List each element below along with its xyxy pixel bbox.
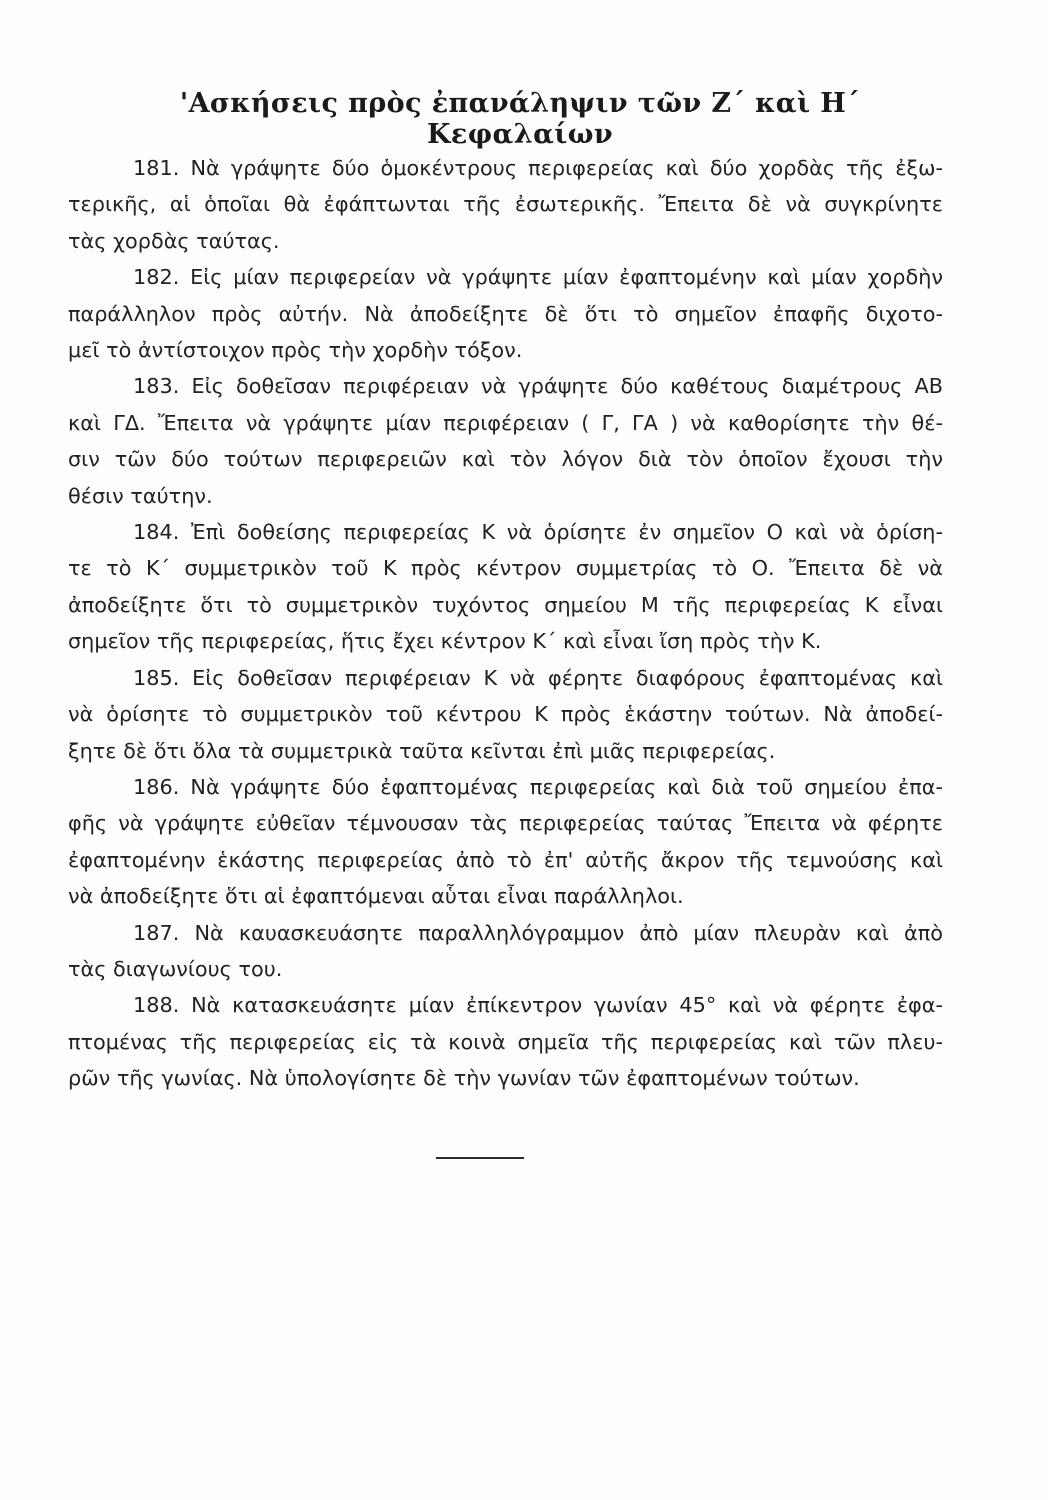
exercise-list [68, 150, 943, 1097]
exercise-188 [68, 987, 943, 1096]
exercise-line [133, 769, 943, 805]
exercise-line: ρῶν τῆς γωνίας. Νὰ ὑπολογίσητε δὲ τὴν γωνίαν τῶν ἐφαπτομένων τούτων. [68, 1066, 860, 1091]
exercise-line: ἀποδείξητε ὅτι τὸ συμμετρικὸν τυχόντος σημείου Μ τῆς περιφερείας Κ εἶναι [68, 592, 943, 617]
exercise-text: Νὰ κατασκευάσητε μίαν ἐπίκεντρον γωνίαν 45° καὶ νὰ φέρητε ἐφα- [191, 993, 943, 1018]
exercise-line: φῆς νὰ γράψητε εὐθεῖαν τέμνουσαν τὰς περιφερείας ταύτας Ἔπειτα νὰ φέρητε [68, 811, 943, 836]
exercise-line: καὶ ΓΔ. Ἔπειτα νὰ γράψητε μίαν περιφέρειαν ( Γ, ΓΑ ) νὰ καθορίσητε τὴν θέ- [68, 410, 943, 435]
exercise-number: 183. [133, 374, 180, 399]
exercise-number: 182. [133, 265, 180, 290]
exercise-number: 184. [133, 520, 180, 545]
exercise-line: νὰ ἀποδείξητε ὅτι αἱ ἐφαπτόμεναι αὗται εἶναι παράλληλοι. [68, 884, 684, 909]
exercise-187 [68, 915, 943, 988]
exercise-line [133, 660, 943, 696]
exercise-186 [68, 769, 943, 915]
exercise-line: σημεῖον τῆς περιφερείας, ἥτις ἔχει κέντρον Κ΄ καὶ εἶναι ἴση πρὸς τὴν Κ. [68, 629, 822, 654]
exercise-text: Νὰ γράψητε δύο ἐφαπτομένας περιφερείας καὶ διὰ τοῦ σημείου ἐπα- [190, 774, 943, 799]
exercise-text: Εἰς μίαν περιφερείαν νὰ γράψητε μίαν ἐφαπτομένην καὶ μίαν χορδὴν [190, 265, 943, 290]
exercise-line: παράλληλον πρὸς αὐτήν. Νὰ ἀποδείξητε δὲ ὅτι τὸ σημεῖον ἐπαφῆς διχοτο- [68, 301, 943, 326]
exercise-number: 188. [133, 993, 180, 1018]
exercise-line: θέσιν ταύτην. [68, 483, 213, 508]
exercise-183 [68, 368, 943, 514]
exercise-line: τὰς διαγωνίους του. [68, 956, 283, 981]
exercise-number: 186. [133, 774, 180, 799]
exercise-line: μεῖ τὸ ἀντίστοιχον πρὸς τὴν χορδὴν τόξον. [68, 338, 523, 363]
exercise-text: Εἰς δοθεῖσαν περιφέρειαν Κ νὰ φέρητε διαφόρους ἐφαπτομένας καὶ [192, 665, 943, 690]
exercise-line: νὰ ὁρίσητε τὸ συμμετρικὸν τοῦ κέντρου Κ πρὸς ἑκάστην τούτων. Νὰ ἀποδεί- [68, 702, 943, 727]
exercise-line: πτομένας τῆς περιφερείας εἰς τὰ κοινὰ σημεῖα τῆς περιφερείας καὶ τῶν πλευ- [68, 1029, 943, 1054]
exercise-182 [68, 259, 943, 368]
page-title: 'Ασκήσεις πρὸς ἐπανάληψιν τῶν Ζ΄ καὶ Η΄ Κεφαλαίων [179, 88, 861, 150]
exercise-line [133, 368, 943, 404]
exercise-number: 185. [133, 665, 180, 690]
section-divider [436, 1157, 524, 1159]
exercise-line: ἐφαπτομένην ἑκάστης περιφερείας ἀπὸ τὸ ἐπ' αὐτῆς ἄκρον τῆς τεμνούσης καὶ [68, 847, 943, 872]
exercise-line: σιν τῶν δύο τούτων περιφερειῶν καὶ τὸν λόγον διὰ τὸν ὁποῖον ἔχουσι τὴν [68, 447, 943, 472]
exercise-text: Εἰς δοθεῖσαν περιφέρειαν νὰ γράψητε δύο καθέτους διαμέτρους ΑΒ [191, 374, 943, 399]
exercise-185 [68, 660, 943, 769]
exercise-line [133, 514, 943, 550]
exercise-184 [68, 514, 943, 660]
exercise-line: τὰς χορδὰς ταύτας. [68, 228, 280, 253]
exercise-line [133, 915, 943, 951]
exercise-line [133, 259, 943, 295]
exercise-line [133, 987, 943, 1023]
exercise-line: τερικῆς, αἱ ὁποῖαι θὰ ἐφάπτωνται τῆς ἐσωτερικῆς. Ἔπειτα δὲ νὰ συγκρίνητε [68, 192, 943, 217]
exercise-text: Νὰ καυασκευάσητε παραλληλόγραμμον ἀπὸ μίαν πλευρὰν καὶ ἀπὸ [194, 920, 943, 945]
exercise-text: Ἐπὶ δοθείσης περιφερείας Κ νὰ ὁρίσητε ἐν σημεῖον Ο καὶ νὰ ὁρίση- [190, 520, 943, 545]
exercise-181 [68, 150, 943, 259]
exercise-line: τε τὸ Κ΄ συμμετρικὸν τοῦ Κ πρὸς κέντρον συμμετρίας τὸ Ο. Ἔπειτα δὲ νὰ [68, 556, 943, 581]
exercise-line [133, 150, 943, 186]
exercise-text: Νὰ γράψητε δύο ὁμοκέντρους περιφερείας καὶ δύο χορδὰς τῆς ἐξω- [190, 156, 943, 180]
exercise-line: ξητε δὲ ὅτι ὅλα τὰ συμμετρικὰ ταῦτα κεῖνται ἐπὶ μιᾶς περιφερείας. [68, 738, 776, 763]
exercise-number: 187. [133, 920, 180, 945]
exercise-number: 181. [133, 156, 180, 180]
